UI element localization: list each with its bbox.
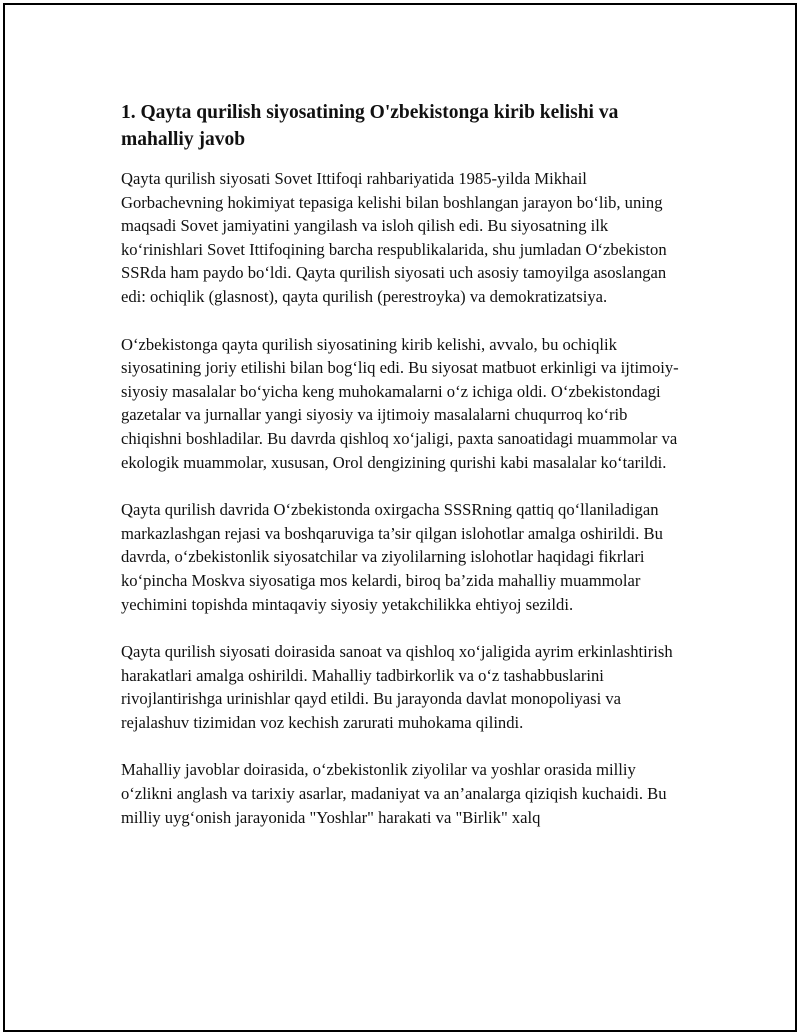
section-heading: 1. Qayta qurilish siyosatining O'zbekistonga kirib kelishi va mahalliy javob	[121, 102, 619, 150]
document-content	[121, 99, 691, 853]
document-page	[3, 3, 797, 1032]
paragraph-2: O‘zbekistonga qayta qurilish siyosatining kirib kelishi, avvalo, bu ochiqlik siyosatining joriy etilishi bilan bog‘liq edi. Bu siyosat matbuot erkinligi va ijtimoiy-siyosiy masalalar bo‘yicha keng muhokamalarni o‘z ichiga oldi. O‘zbekistondagi gazetalar va jurnallar yangi siyosiy va ijtimoiy masalalarni chuqurroq ko‘rib chiqishni boshladilar. Bu davrda qishloq xo‘jaligi, paxta sanoatidagi muammolar va ekologik muammolar, xususan, Orol dengizining qurishi kabi masalalar ko‘tarildi.	[121, 334, 679, 472]
paragraph-4: Qayta qurilish siyosati doirasida sanoat va qishloq xo‘jaligida ayrim erkinlashtirish harakatlari amalga oshirildi. Mahalliy tadbirkorlik va o‘z tashabbuslarini rivojlantirishga urinishlar qayd etildi. Bu jarayonda davlat monopoliyasi va rejalashuv tizimidan voz kechish zarurati muhokama qilindi.	[121, 642, 673, 732]
paragraph-1: Qayta qurilish siyosati Sovet Ittifoqi rahbariyatida 1985-yilda Mikhail Gorbachevning hokimiyat tepasiga kelishi bilan boshlangan jarayon bo‘lib, uning maqsadi Sovet jamiyatini yangilash va isloh qilish edi. Bu siyosatning ilk ko‘rinishlari Sovet Ittifoqining barcha respublikalarida, shu jumladan O‘zbekiston SSRda ham paydo bo‘ldi. Qayta qurilish siyosati uch asosiy tamoyilga asoslangan edi: ochiqlik (glasnost), qayta qurilish (perestroyka) va demokratizatsiya.	[121, 169, 667, 306]
paragraph-5: Mahalliy javoblar doirasida, o‘zbekistonlik ziyolilar va yoshlar orasida milliy o‘zlikni anglash va tarixiy asarlar, madaniyat va an’analarga qiziqish kuchaidi. Bu milliy uyg‘onish jarayonida "Yoshlar" harakati va "Birlik" xalq	[121, 760, 667, 827]
paragraph-3: Qayta qurilish davrida O‘zbekistonda oxirgacha SSSRning qattiq qo‘llaniladigan markazlashgan rejasi va boshqaruviga ta’sir qilgan islohotlar amalga oshirildi. Bu davrda, o‘zbekistonlik siyosatchilar va ziyolilarning islohotlar haqidagi fikrlari ko‘pincha Moskva siyosatiga mos kelardi, biroq ba’zida mahalliy muammolar yechimini topishda mintaqaviy siyosiy yetakchilikka ehtiyoj sezildi.	[121, 500, 663, 614]
